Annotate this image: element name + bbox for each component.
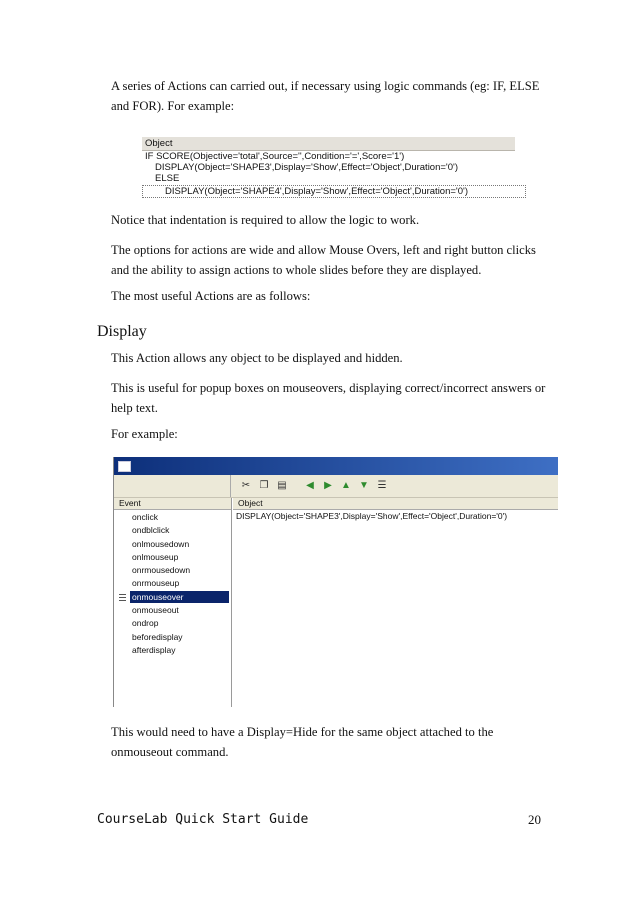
footer-title: CourseLab Quick Start Guide bbox=[97, 812, 309, 827]
paste-icon[interactable]: ▤ bbox=[277, 480, 287, 491]
for-example-label: For example: bbox=[111, 427, 178, 441]
object-pane bbox=[233, 498, 558, 707]
section-heading-display: Display bbox=[97, 323, 147, 340]
properties-icon[interactable]: ☰ bbox=[377, 480, 387, 491]
event-item-onrmousedown[interactable]: onrmousedown bbox=[132, 565, 191, 576]
code-line-if: IF SCORE(Objective='total',Source='',Condition='=',Score='1') bbox=[145, 151, 405, 162]
window-toolbar bbox=[114, 475, 558, 498]
code-line-display-shape4: DISPLAY(Object='SHAPE4',Display='Show',Effect='Object',Duration='0') bbox=[142, 185, 526, 198]
most-useful-paragraph: The most useful Actions are as follows: bbox=[111, 289, 311, 303]
object-column-header: Object bbox=[233, 498, 558, 510]
row-marker-icon bbox=[119, 594, 126, 601]
event-item-onrmouseup[interactable]: onrmouseup bbox=[132, 578, 180, 589]
page-number: 20 bbox=[528, 812, 541, 827]
object-action-line[interactable]: DISPLAY(Object='SHAPE3',Display='Show',Effect='Object',Duration='0') bbox=[236, 511, 508, 521]
event-pane bbox=[114, 498, 232, 707]
event-item-onmouseover[interactable]: onmouseover bbox=[114, 591, 231, 604]
event-item-onclick[interactable]: onclick bbox=[132, 512, 158, 522]
arrow-right-icon[interactable]: ▶ bbox=[324, 480, 332, 491]
code-line-display-shape3: DISPLAY(Object='SHAPE3',Display='Show',Effect='Object',Duration='0') bbox=[155, 162, 458, 173]
event-item-ondblclick[interactable]: ondblclick bbox=[132, 525, 170, 536]
copy-icon[interactable]: ❐ bbox=[259, 480, 269, 491]
arrow-left-icon[interactable]: ◀ bbox=[306, 480, 314, 491]
event-item-afterdisplay[interactable]: afterdisplay bbox=[132, 644, 176, 655]
actions-window-screenshot bbox=[113, 457, 558, 707]
event-item-onlmousedown[interactable]: onlmousedown bbox=[132, 538, 190, 549]
cut-icon[interactable]: ✂ bbox=[241, 480, 251, 491]
window-titlebar bbox=[114, 457, 558, 475]
arrow-down-icon[interactable]: ▼ bbox=[359, 480, 369, 491]
indentation-paragraph: Notice that indentation is required to allow the logic to work. bbox=[111, 213, 420, 227]
display-description: This Action allows any object to be displayed and hidden. bbox=[111, 351, 403, 365]
code-line-else: ELSE bbox=[155, 173, 180, 184]
arrow-up-icon[interactable]: ▲ bbox=[341, 480, 351, 491]
event-list bbox=[114, 510, 231, 657]
event-item-ondrop[interactable]: ondrop bbox=[132, 618, 159, 629]
code-header: Object bbox=[142, 137, 515, 151]
event-column-header: Event bbox=[114, 498, 231, 510]
code-example-screenshot bbox=[142, 137, 515, 197]
toolbar-left-panel bbox=[114, 475, 231, 497]
event-item-onlmouseup[interactable]: onlmouseup bbox=[132, 551, 179, 562]
window-icon bbox=[118, 461, 131, 472]
event-item-onmouseout[interactable]: onmouseout bbox=[132, 605, 179, 616]
intro-paragraph: A series of Actions can carried out, if necessary using logic commands (eg: IF, ELSE and FOR). For example: bbox=[111, 79, 540, 113]
options-paragraph: The options for actions are wide and allow Mouse Overs, left and right button clicks and the ability to assign actions to whole slides before they are displayed. bbox=[111, 243, 536, 277]
useful-for-paragraph: This is useful for popup boxes on mouseovers, displaying correct/incorrect answers or help text. bbox=[111, 381, 546, 415]
event-item-beforedisplay[interactable]: beforedisplay bbox=[132, 631, 183, 642]
hide-note-paragraph: This would need to have a Display=Hide for the same object attached to the onmouseout command. bbox=[111, 725, 494, 759]
